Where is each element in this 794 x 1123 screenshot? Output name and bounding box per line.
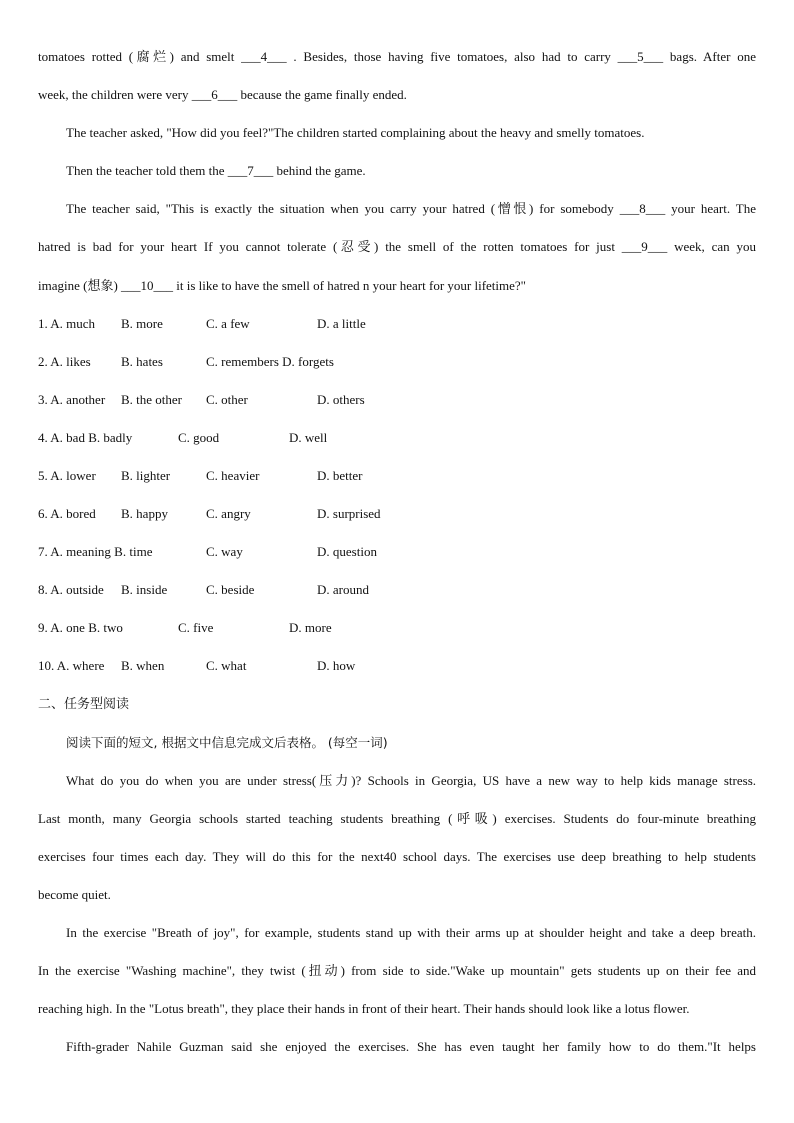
question-option-b: B. happy	[121, 506, 168, 521]
question-8	[38, 580, 756, 600]
question-option-a: 2. A. likes	[38, 354, 91, 369]
question-option-d: D. around	[317, 582, 369, 597]
question-6	[38, 504, 756, 524]
passage1-line-7: imagine (想象) ___10___ it is like to have the smell of hatred n your heart for your lifetime?"	[38, 278, 526, 293]
question-option-c: C. way	[206, 544, 243, 559]
question-option-d: D. more	[289, 620, 332, 635]
passage2-line-6: In the exercise "Washing machine", they twist (扭动) from side to side."Wake up mountain" gets students up on their fee and	[38, 963, 756, 978]
passage1-line-5: The teacher said, "This is exactly the situation when you carry your hatred (憎恨) for somebody ___8___ your heart. The	[66, 201, 756, 216]
question-option-b: B. lighter	[121, 468, 171, 483]
passage1-line-3: The teacher asked, "How did you feel?"The children started complaining about the heavy and smelly tomatoes.	[66, 125, 645, 140]
passage2-line-3: exercises four times each day. They will do this for the next40 school days. The exercises use deep breathing to help students	[38, 849, 756, 864]
question-option-d: D. others	[317, 392, 365, 407]
question-option-d: D. better	[317, 468, 363, 483]
passage1-line-4: Then the teacher told them the ___7___ behind the game.	[66, 163, 366, 178]
question-option-b: B. more	[121, 316, 163, 331]
question-2	[38, 352, 756, 372]
question-option-a: 3. A. another	[38, 392, 106, 407]
question-option-c: C. what	[206, 658, 247, 673]
question-option-b: B. when	[121, 658, 165, 673]
passage2-line-7: reaching high. In the "Lotus breath", they place their hands in front of their heart. Their hands should look like a lotus flower.	[38, 1001, 690, 1016]
question-option-a: 6. A. bored	[38, 506, 96, 521]
question-option-a: 10. A. where	[38, 658, 105, 673]
question-1	[38, 314, 756, 334]
question-option-c: C. five	[178, 620, 214, 635]
question-3	[38, 390, 756, 410]
question-10	[38, 656, 756, 676]
question-option-b: B. the other	[121, 392, 183, 407]
question-option-c: C. other	[206, 392, 248, 407]
question-option-d: D. well	[289, 430, 328, 445]
question-5	[38, 466, 756, 486]
section-instruction: 阅读下面的短文, 根据文中信息完成文后表格。 (每空一词)	[66, 735, 388, 750]
question-4	[38, 428, 756, 448]
question-option-d: D. surprised	[317, 506, 381, 521]
passage2-line-1: What do you do when you are under stress(压力)? Schools in Georgia, US have a new way to help kids manage stress.	[66, 773, 756, 788]
passage2-line-2: Last month, many Georgia schools started teaching students breathing (呼吸) exercises. Students do four-minute breathing	[38, 811, 756, 826]
question-option-c: C. good	[178, 430, 220, 445]
question-option-c: C. beside	[206, 582, 255, 597]
section-title: 二、任务型阅读	[38, 697, 130, 712]
question-9	[38, 618, 756, 638]
question-option-c: C. a few	[206, 316, 250, 331]
question-option-a: 8. A. outside	[38, 582, 104, 597]
question-option-d: D. how	[317, 658, 356, 673]
question-option-c: C. heavier	[206, 468, 260, 483]
question-option-a: 1. A. much	[38, 316, 96, 331]
question-option-ab: 4. A. bad B. badly	[38, 430, 133, 445]
passage1-line-2: week, the children were very ___6___ because the game finally ended.	[38, 87, 407, 102]
question-option-b: B. inside	[121, 582, 168, 597]
question-option-ab: 7. A. meaning B. time	[38, 544, 153, 559]
passage1-line-1: tomatoes rotted (腐烂) and smelt ___4___ . Besides, those having five tomatoes, also had to carry ___5___ bags. After one	[38, 49, 756, 64]
passage2-line-4: become quiet.	[38, 887, 111, 902]
question-option-d: D. a little	[317, 316, 366, 331]
passage1-line-6: hatred is bad for your heart If you cannot tolerate (忍受) the smell of the rotten tomatoes for just ___9___ week, can you	[38, 239, 756, 254]
question-option-c: C. angry	[206, 506, 251, 521]
question-option-cd: C. remembers D. forgets	[206, 354, 334, 369]
question-7	[38, 542, 756, 562]
question-option-ab: 9. A. one B. two	[38, 620, 123, 635]
question-option-b: B. hates	[121, 354, 163, 369]
passage2-line-5: In the exercise "Breath of joy", for example, students stand up with their arms up at shoulder height and take a deep breath.	[66, 925, 756, 940]
question-option-d: D. question	[317, 544, 377, 559]
question-option-a: 5. A. lower	[38, 468, 96, 483]
passage2-line-8: Fifth-grader Nahile Guzman said she enjoyed the exercises. She has even taught her family how to do them."It helps	[66, 1039, 756, 1054]
